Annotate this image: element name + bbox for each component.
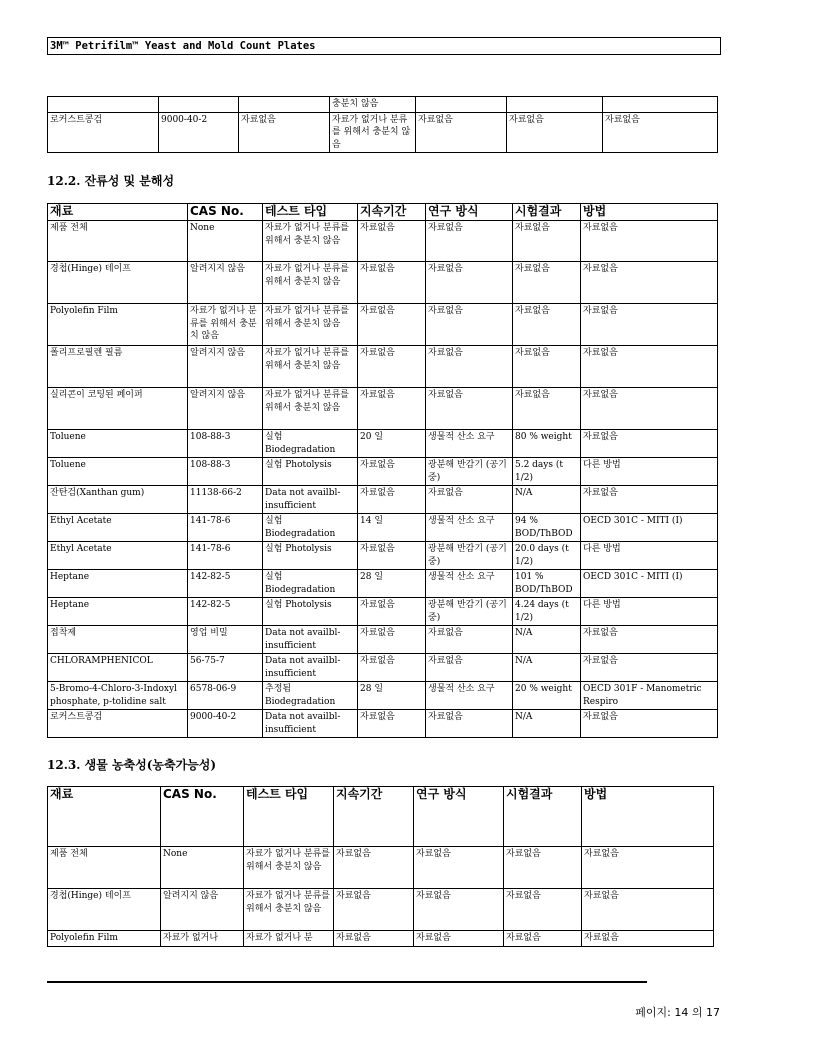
table-cell: 자료없음 <box>507 112 603 153</box>
table-row <box>48 514 718 542</box>
page-number: 페이지: 14 의 17 <box>635 1006 720 1019</box>
table-cell: 실리콘이 코팅된 페이퍼 <box>48 388 188 430</box>
table-cell: 자료없음 <box>358 262 426 304</box>
table-cell: 자료없음 <box>581 346 718 388</box>
table-cell: N/A <box>513 710 581 738</box>
table-cell: 자료없음 <box>582 889 714 931</box>
table-cell: 9000-40-2 <box>159 112 239 153</box>
table-cell: 108-88-3 <box>188 430 263 458</box>
table-cell: CHLORAMPHENICOL <box>48 654 188 682</box>
table-cell: 자료가 없거나 분류를 위해서 충분치 않음 <box>330 112 416 153</box>
table-cell: 80 % weight <box>513 430 581 458</box>
footer-divider <box>47 981 647 983</box>
table-cell: 경첩(Hinge) 테이프 <box>48 262 188 304</box>
table-cell: 자료없음 <box>358 710 426 738</box>
table-cell: 자료없음 <box>426 304 513 346</box>
table-cell: Polyolefin Film <box>48 304 188 346</box>
table-cell: 잔탄검(Xanthan gum) <box>48 486 188 514</box>
table-cell: 자료없음 <box>358 304 426 346</box>
table-cell: 자료없음 <box>581 430 718 458</box>
table-row <box>48 346 718 388</box>
table-row <box>48 626 718 654</box>
table-cell: 자료없음 <box>358 486 426 514</box>
table-cell: OECD 301F - Manometric Respiro <box>581 682 718 710</box>
table-cell: 광분해 반감기 (공기중) <box>426 542 513 570</box>
table-cell: Heptane <box>48 598 188 626</box>
table-cell: 자료없음 <box>358 346 426 388</box>
table-cell: 자료없음 <box>414 847 504 889</box>
table-cell: 제품 전체 <box>48 221 188 262</box>
table-cell: 생물적 산소 요구 <box>426 514 513 542</box>
column-header: 방법 <box>581 204 718 221</box>
table-row <box>48 304 718 346</box>
table-cell: 자료없음 <box>513 388 581 430</box>
table-cell: 자료가 없거나 분류를 위해서 충분치 않음 <box>188 304 263 346</box>
column-header: CAS No. <box>161 787 244 847</box>
table-cell: 로커스트콩검 <box>48 710 188 738</box>
table-cell: 제품 전체 <box>48 847 161 889</box>
table-cell: 자료없음 <box>504 931 582 947</box>
table-cell: N/A <box>513 626 581 654</box>
table-cell: 자료없음 <box>358 221 426 262</box>
table-cell: 자료없음 <box>334 931 414 947</box>
table-cell: Data not availbl- insufficient <box>263 710 358 738</box>
table-cell: None <box>161 847 244 889</box>
table-cell: 자료없음 <box>334 847 414 889</box>
table-cell: 자료없음 <box>603 112 718 153</box>
table-cell: 생물적 산소 요구 <box>426 430 513 458</box>
document-header: 3M™ Petrifilm™ Yeast and Mold Count Plates <box>47 37 721 55</box>
table-cell: 충분치 않음 <box>330 97 416 113</box>
table-cell: 141-78-6 <box>188 542 263 570</box>
table-row <box>48 889 714 931</box>
table-row <box>48 388 718 430</box>
table-cell: 알려지지 않음 <box>188 346 263 388</box>
table-cell: 자료없음 <box>581 626 718 654</box>
table-cell: 자료가 없거나 <box>161 931 244 947</box>
table-cell: 자료가 없거나 분류를 위해서 충분치 않음 <box>263 346 358 388</box>
table-cell: 자료없음 <box>513 221 581 262</box>
table-cell: 자료없음 <box>581 262 718 304</box>
table-cell: 실험 Biodegradation <box>263 430 358 458</box>
table-cell: 로커스트콩검 <box>48 112 159 153</box>
table-cell: Polyolefin Film <box>48 931 161 947</box>
table-row <box>48 221 718 262</box>
table-cell: N/A <box>513 486 581 514</box>
table-cell: Data not availbl- insufficient <box>263 654 358 682</box>
column-header: 연구 방식 <box>414 787 504 847</box>
column-header: CAS No. <box>188 204 263 221</box>
table-row <box>48 654 718 682</box>
table-cell: Toluene <box>48 430 188 458</box>
table-cell <box>603 97 718 113</box>
table-row <box>48 430 718 458</box>
table-cell: 자료없음 <box>504 889 582 931</box>
table-cell: OECD 301C - MITI (I) <box>581 514 718 542</box>
table-cell: 알려지지 않음 <box>161 889 244 931</box>
table-cell: 실험 Photolysis <box>263 458 358 486</box>
table-cell: 5.2 days (t 1/2) <box>513 458 581 486</box>
table-cell: 자료없음 <box>582 931 714 947</box>
table-cell: 자료가 없거나 분류를 위해서 충분치 않음 <box>244 889 334 931</box>
table-cell: 108-88-3 <box>188 458 263 486</box>
column-header: 방법 <box>582 787 714 847</box>
table-cell: 142-82-5 <box>188 598 263 626</box>
table-cell: 자료가 없거나 분류를 위해서 충분치 않음 <box>244 847 334 889</box>
table-cell: 4.24 days (t 1/2) <box>513 598 581 626</box>
table-cell: 자료없음 <box>334 889 414 931</box>
table-row <box>48 542 718 570</box>
table-cell <box>239 97 330 113</box>
table-cell: 자료없음 <box>581 388 718 430</box>
table-cell: 자료없음 <box>504 847 582 889</box>
table-cell: 추정됨 Biodegradation <box>263 682 358 710</box>
table-cell: 실험 Photolysis <box>263 598 358 626</box>
table-row <box>48 931 714 947</box>
column-header: 테스트 타입 <box>263 204 358 221</box>
table-row <box>48 847 714 889</box>
table-cell: 자료없음 <box>358 388 426 430</box>
bioaccumulation-table <box>47 786 714 947</box>
table-cell: 20.0 days (t 1/2) <box>513 542 581 570</box>
table-cell: Ethyl Acetate <box>48 542 188 570</box>
table-cell: Heptane <box>48 570 188 598</box>
column-header: 재료 <box>48 204 188 221</box>
table-row <box>48 570 718 598</box>
table-cell: 자료없음 <box>581 710 718 738</box>
table-cell: Ethyl Acetate <box>48 514 188 542</box>
table-cell: 28 일 <box>358 570 426 598</box>
persistence-degradability-table <box>47 203 718 738</box>
table-cell <box>159 97 239 113</box>
table-header-row <box>48 204 718 221</box>
table-cell: 142-82-5 <box>188 570 263 598</box>
table-cell: 자료없음 <box>358 598 426 626</box>
table-cell: 101 % BOD/ThBOD <box>513 570 581 598</box>
table-cell: 자료없음 <box>426 654 513 682</box>
table-cell: 자료없음 <box>513 262 581 304</box>
table-cell: 자료없음 <box>426 221 513 262</box>
table-cell: OECD 301C - MITI (I) <box>581 570 718 598</box>
table-cell: 자료없음 <box>582 847 714 889</box>
table-cell: 다른 방법 <box>581 458 718 486</box>
table-row <box>48 598 718 626</box>
table-cell: 자료없음 <box>358 542 426 570</box>
table-cell: 실험 Biodegradation <box>263 570 358 598</box>
column-header: 재료 <box>48 787 161 847</box>
table-cell: 56-75-7 <box>188 654 263 682</box>
table-row <box>48 112 718 153</box>
table-row <box>48 458 718 486</box>
table-row <box>48 682 718 710</box>
table-cell: 접착제 <box>48 626 188 654</box>
table-cell: None <box>188 221 263 262</box>
table-cell: 실험 Photolysis <box>263 542 358 570</box>
column-header: 지속기간 <box>334 787 414 847</box>
table-cell: 자료없음 <box>239 112 330 153</box>
table-cell: 광분해 반감기 (공기중) <box>426 458 513 486</box>
table-cell <box>416 97 507 113</box>
table-cell: 자료없음 <box>414 889 504 931</box>
table-cell: 자료없음 <box>414 931 504 947</box>
table-cell: 9000-40-2 <box>188 710 263 738</box>
table-cell: 141-78-6 <box>188 514 263 542</box>
continued-table <box>47 96 718 153</box>
table-cell: 자료없음 <box>581 654 718 682</box>
table-cell: 자료없음 <box>358 654 426 682</box>
table-cell: 자료없음 <box>426 346 513 388</box>
table-cell: 자료없음 <box>358 626 426 654</box>
table-cell: 실험 Biodegradation <box>263 514 358 542</box>
table-cell: 생물적 산소 요구 <box>426 570 513 598</box>
column-header: 시험결과 <box>513 204 581 221</box>
table-cell: 자료없음 <box>426 626 513 654</box>
table-cell: Toluene <box>48 458 188 486</box>
column-header: 시험결과 <box>504 787 582 847</box>
column-header: 연구 방식 <box>426 204 513 221</box>
table-cell: 광분해 반감기 (공기중) <box>426 598 513 626</box>
column-header: 지속기간 <box>358 204 426 221</box>
table-cell: 다른 방법 <box>581 542 718 570</box>
table-row <box>48 97 718 113</box>
table-cell: 알려지지 않음 <box>188 388 263 430</box>
table-cell: 자료가 없거나 분류를 위해서 충분치 않음 <box>263 304 358 346</box>
table-cell: 자료가 없거나 분류를 위해서 충분치 않음 <box>263 221 358 262</box>
table-cell: 20 일 <box>358 430 426 458</box>
table-cell <box>48 97 159 113</box>
table-cell: 28 일 <box>358 682 426 710</box>
table-cell: Data not availbl- insufficient <box>263 626 358 654</box>
table-cell: 자료없음 <box>426 388 513 430</box>
table-cell: 경첩(Hinge) 테이프 <box>48 889 161 931</box>
table-row <box>48 262 718 304</box>
table-cell: 자료없음 <box>513 304 581 346</box>
table-header-row <box>48 787 714 847</box>
table-cell: 14 일 <box>358 514 426 542</box>
table-cell: 자료가 없거나 분류를 위해서 충분치 않음 <box>263 388 358 430</box>
table-cell: 자료없음 <box>358 458 426 486</box>
table-cell: 5-Bromo-4-Chloro-3-Indoxyl phosphate, p-tolidine salt <box>48 682 188 710</box>
table-cell: 자료없음 <box>426 710 513 738</box>
table-cell: 94 % BOD/ThBOD <box>513 514 581 542</box>
table-cell: 영업 비밀 <box>188 626 263 654</box>
table-cell: 자료없음 <box>416 112 507 153</box>
table-cell: 6578-06-9 <box>188 682 263 710</box>
table-cell: 생물적 산소 요구 <box>426 682 513 710</box>
table-cell: Data not availbl- insufficient <box>263 486 358 514</box>
table-cell: 자료없음 <box>513 346 581 388</box>
table-row <box>48 486 718 514</box>
table-cell: 자료가 없거나 분류를 위해서 충분치 않음 <box>263 262 358 304</box>
table-cell <box>507 97 603 113</box>
table-row <box>48 710 718 738</box>
table-cell: 다른 방법 <box>581 598 718 626</box>
table-cell: 자료없음 <box>581 221 718 262</box>
table-cell: N/A <box>513 654 581 682</box>
table-cell: 폴리프로필렌 필름 <box>48 346 188 388</box>
section-title-12-3: 12.3. 생물 농축성(농축가능성) <box>47 758 217 772</box>
table-cell: 자료없음 <box>581 304 718 346</box>
table-cell: 11138-66-2 <box>188 486 263 514</box>
section-title-12-2: 12.2. 잔류성 및 분해성 <box>47 174 175 188</box>
table-cell: 알려지지 않음 <box>188 262 263 304</box>
column-header: 테스트 타입 <box>244 787 334 847</box>
table-cell: 20 % weight <box>513 682 581 710</box>
table-cell: 자료없음 <box>426 486 513 514</box>
table-cell: 자료없음 <box>426 262 513 304</box>
table-cell: 자료가 없거나 분 <box>244 931 334 947</box>
table-cell: 자료없음 <box>581 486 718 514</box>
